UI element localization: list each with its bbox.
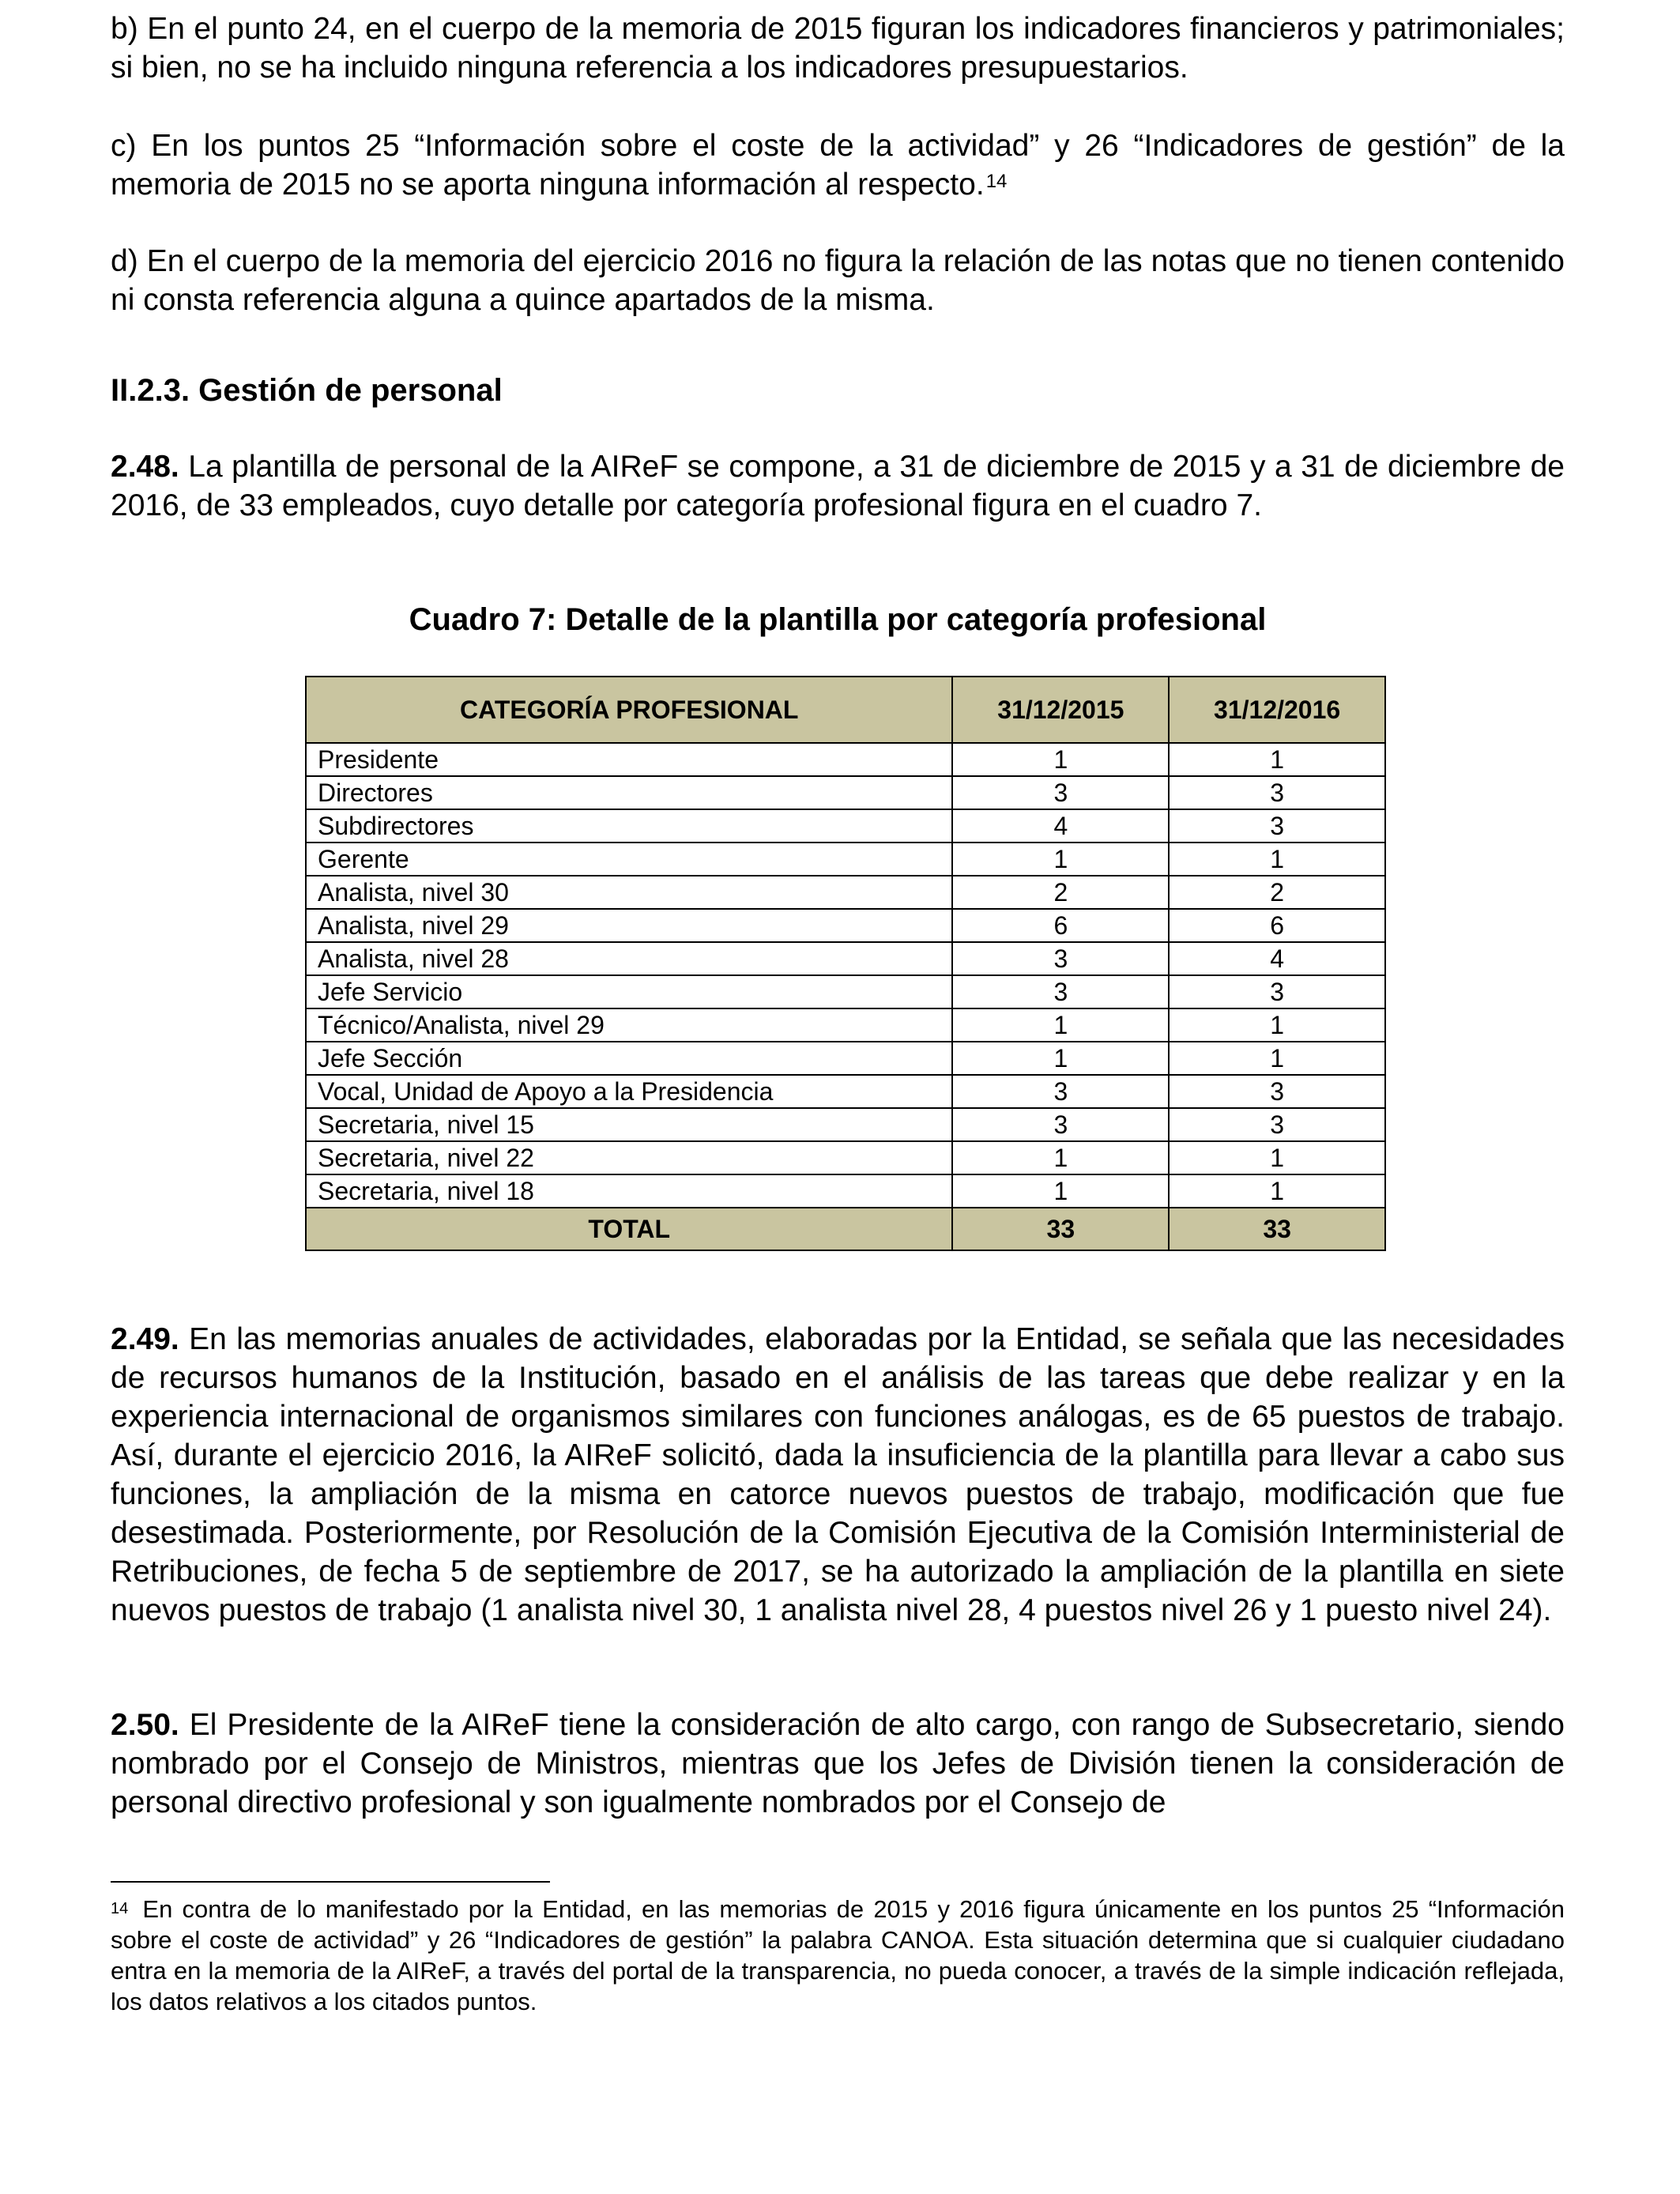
value-2015-cell: 1 <box>952 743 1169 776</box>
table-caption: Cuadro 7: Detalle de la plantilla por categoría profesional <box>409 602 1267 637</box>
value-2015-cell: 1 <box>952 1042 1169 1075</box>
value-2015-cell: 2 <box>952 876 1169 909</box>
category-cell: Técnico/Analista, nivel 29 <box>306 1008 952 1042</box>
column-header-category: CATEGORÍA PROFESIONAL <box>306 677 952 743</box>
table-row <box>306 743 1385 776</box>
footnote-mark: 14 <box>111 1900 129 1917</box>
category-cell: Jefe Sección <box>306 1042 952 1075</box>
table-row <box>306 1075 1385 1108</box>
value-2015-cell: 3 <box>952 1108 1169 1141</box>
category-cell: Vocal, Unidad de Apoyo a la Presidencia <box>306 1075 952 1108</box>
value-2016-cell: 3 <box>1169 809 1385 843</box>
table-row <box>306 942 1385 975</box>
total-2016: 33 <box>1169 1208 1385 1250</box>
value-2016-cell: 1 <box>1169 1141 1385 1174</box>
value-2015-cell: 3 <box>952 975 1169 1008</box>
footnote-separator <box>111 1881 550 1883</box>
paragraph-text: En las memorias anuales de actividades, elaboradas por la Entidad, se señala que las necesidades de recursos humanos de la Institución, basado en el análisis de las tareas que debe realizar y en la experiencia internacional de organismos similares con funciones análogas, es de 65 puestos de trabajo. Así, durante el ejercicio 2016, la AIReF solicitó, dada la insuficiencia de la plantilla para llevar a cabo sus funciones, la ampliación de la misma en catorce nuevos puestos de trabajo, modificación que fue desestimada. Posteriormente, por Resolución de la Comisión Ejecutiva de la Comisión Interministerial de Retribuciones, de fecha 5 de septiembre de 2017, se ha autorizado la ampliación de la plantilla en siete nuevos puestos de trabajo (1 analista nivel 30, 1 analista nivel 28, 4 puestos nivel 26 y 1 puesto nivel 24). <box>111 1322 1565 1627</box>
paragraph-d: d) En el cuerpo de la memoria del ejercicio 2016 no figura la relación de las notas que no tienen contenido ni consta referencia alguna a quince apartados de la misma. <box>111 244 1565 317</box>
category-cell: Presidente <box>306 743 952 776</box>
category-cell: Directores <box>306 776 952 809</box>
table-row <box>306 776 1385 809</box>
total-2015: 33 <box>952 1208 1169 1250</box>
paragraph-number: 2.49. <box>111 1322 179 1356</box>
value-2015-cell: 1 <box>952 1008 1169 1042</box>
table-row <box>306 809 1385 843</box>
category-cell: Analista, nivel 30 <box>306 876 952 909</box>
footnote-text: En contra de lo manifestado por la Entidad, en las memorias de 2015 y 2016 figura únicamente en los puntos 25 “Información sobre el coste de actividad” y 26 “Indicadores de gestión” la palabra CANOA. Esta situación determina que si cualquier ciudadano entra en la memoria de la AIReF, a través del portal de la transparencia, no pueda conocer, a través de la simple indicación reflejada, los datos relativos a los citados puntos. <box>111 1895 1565 2015</box>
value-2015-cell: 1 <box>952 1141 1169 1174</box>
category-cell: Jefe Servicio <box>306 975 952 1008</box>
column-header-2015: 31/12/2015 <box>952 677 1169 743</box>
footnote-reference: 14 <box>985 171 1008 192</box>
value-2016-cell: 4 <box>1169 942 1385 975</box>
value-2016-cell: 1 <box>1169 1042 1385 1075</box>
category-cell: Secretaria, nivel 15 <box>306 1108 952 1141</box>
value-2016-cell: 2 <box>1169 876 1385 909</box>
category-cell: Secretaria, nivel 22 <box>306 1141 952 1174</box>
table-total-row <box>306 1208 1385 1250</box>
value-2015-cell: 4 <box>952 809 1169 843</box>
paragraph-c-text: c) En los puntos 25 “Información sobre el coste de la actividad” y 26 “Indicadores de gestión” de la memoria de 2015 no se aporta ninguna información al respecto. <box>111 129 1565 202</box>
table-header-row <box>306 677 1385 743</box>
value-2015-cell: 3 <box>952 776 1169 809</box>
paragraph-text: El Presidente de la AIReF tiene la consideración de alto cargo, con rango de Subsecretario, siendo nombrado por el Consejo de Ministros, mientras que los Jefes de División tienen la consideración de personal directivo profesional y son igualmente nombrados por el Consejo de <box>111 1708 1565 1819</box>
value-2016-cell: 3 <box>1169 1075 1385 1108</box>
value-2015-cell: 3 <box>952 1075 1169 1108</box>
value-2016-cell: 1 <box>1169 743 1385 776</box>
category-cell: Analista, nivel 29 <box>306 909 952 942</box>
paragraph-c <box>111 126 1565 204</box>
value-2016-cell: 6 <box>1169 909 1385 942</box>
column-header-2016: 31/12/2016 <box>1169 677 1385 743</box>
value-2016-cell: 3 <box>1169 1108 1385 1141</box>
value-2016-cell: 1 <box>1169 843 1385 876</box>
section-heading: II.2.3. Gestión de personal <box>111 373 503 408</box>
value-2015-cell: 6 <box>952 909 1169 942</box>
category-cell: Analista, nivel 28 <box>306 942 952 975</box>
table-row <box>306 1042 1385 1075</box>
table-row <box>306 1141 1385 1174</box>
staff-table <box>305 676 1386 1251</box>
total-label: TOTAL <box>306 1208 952 1250</box>
category-cell: Gerente <box>306 843 952 876</box>
paragraph-2-50 <box>111 1706 1565 1822</box>
footnote <box>111 1894 1565 2017</box>
value-2015-cell: 3 <box>952 942 1169 975</box>
paragraph-text: La plantilla de personal de la AIReF se compone, a 31 de diciembre de 2015 y a 31 de diciembre de 2016, de 33 empleados, cuyo detalle por categoría profesional figura en el cuadro 7. <box>111 450 1565 522</box>
paragraph-2-49 <box>111 1320 1565 1630</box>
value-2015-cell: 1 <box>952 1174 1169 1208</box>
category-cell: Secretaria, nivel 18 <box>306 1174 952 1208</box>
value-2016-cell: 1 <box>1169 1174 1385 1208</box>
paragraph-b: b) En el punto 24, en el cuerpo de la memoria de 2015 figuran los indicadores financieros y patrimoniales; si bien, no se ha incluido ninguna referencia a los indicadores presupuestarios. <box>111 12 1565 85</box>
value-2016-cell: 3 <box>1169 975 1385 1008</box>
table-row <box>306 843 1385 876</box>
table-row <box>306 975 1385 1008</box>
value-2016-cell: 3 <box>1169 776 1385 809</box>
table-row <box>306 909 1385 942</box>
table-row <box>306 1174 1385 1208</box>
value-2016-cell: 1 <box>1169 1008 1385 1042</box>
table-row <box>306 1008 1385 1042</box>
paragraph-number: 2.48. <box>111 450 179 484</box>
table-row <box>306 1108 1385 1141</box>
value-2015-cell: 1 <box>952 843 1169 876</box>
category-cell: Subdirectores <box>306 809 952 843</box>
paragraph-number: 2.50. <box>111 1708 179 1742</box>
paragraph-2-48 <box>111 447 1565 525</box>
table-row <box>306 876 1385 909</box>
